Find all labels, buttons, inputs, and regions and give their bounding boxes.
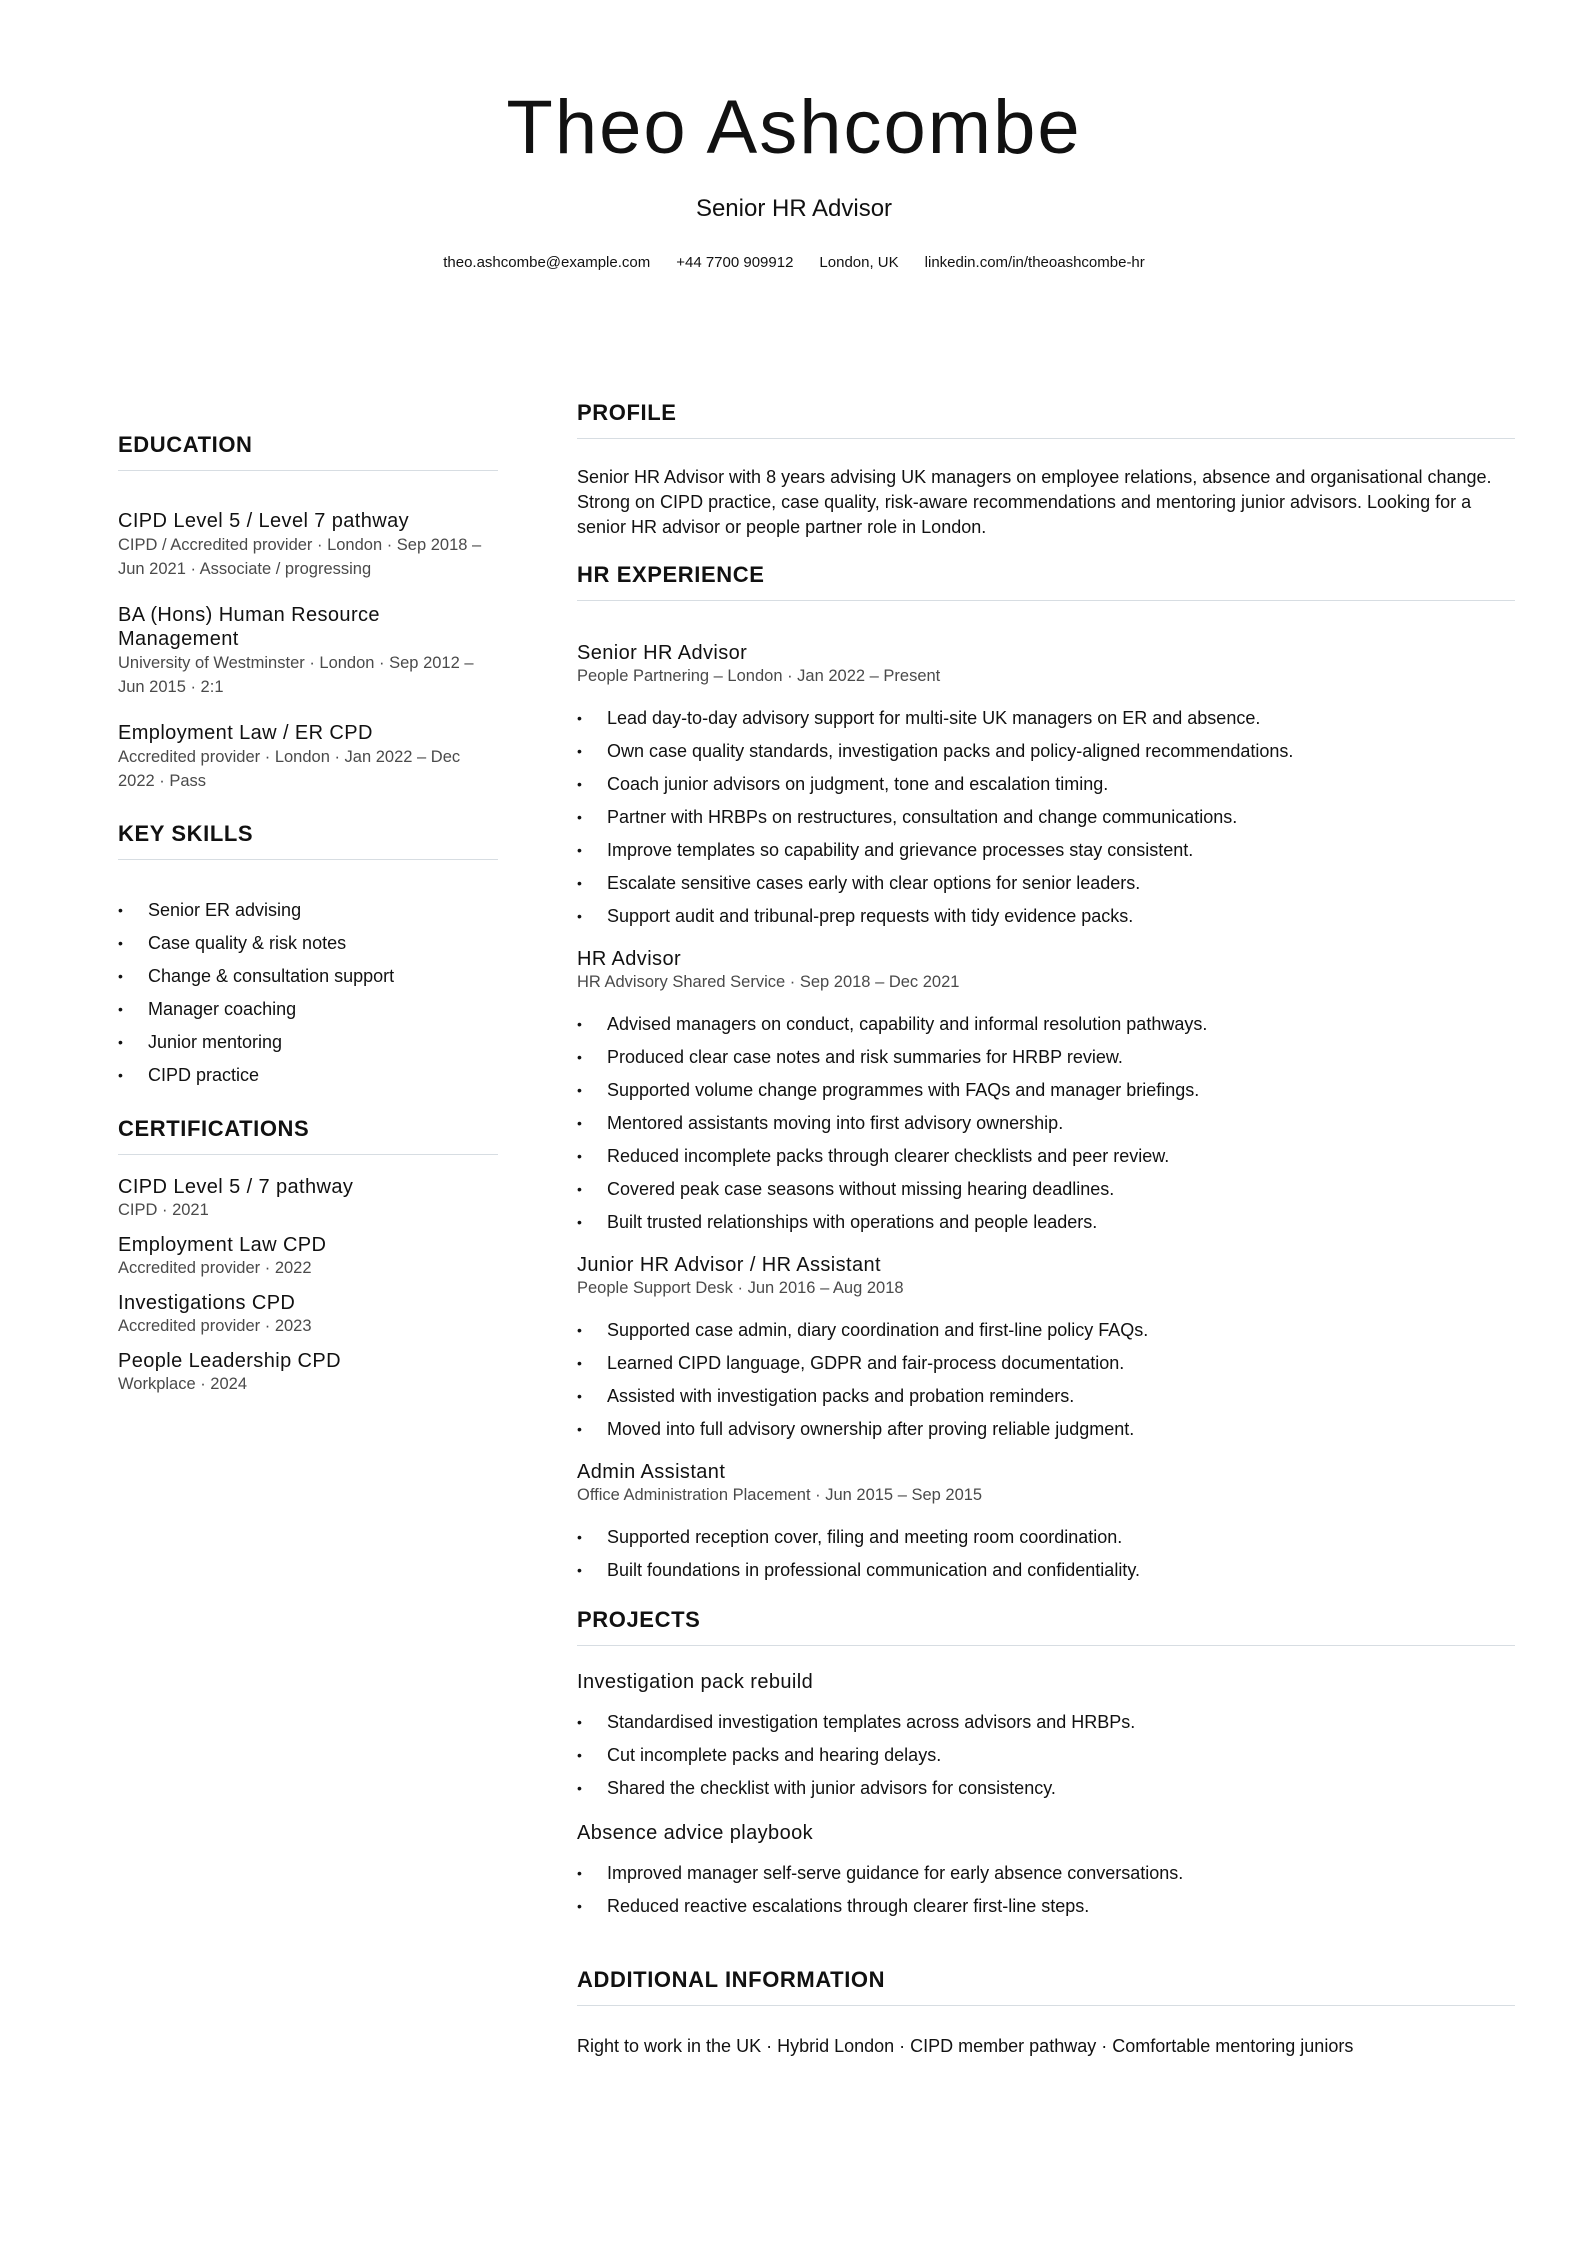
project-bullets bbox=[577, 1857, 1515, 1923]
education-item bbox=[118, 721, 498, 793]
certifications-section bbox=[118, 1118, 498, 1395]
certification-title: CIPD Level 5 / 7 pathway bbox=[118, 1176, 354, 1198]
contact-line bbox=[0, 255, 1588, 270]
right-column bbox=[577, 402, 1515, 2059]
job-bullet: • Assisted with investigation packs and probation reminders. bbox=[577, 1380, 1515, 1413]
skill-item: • Junior mentoring bbox=[118, 1026, 498, 1059]
skill-item: • Manager coaching bbox=[118, 993, 498, 1026]
job-bullet: • Reduced incomplete packs through clearer checklists and peer review. bbox=[577, 1140, 1515, 1173]
skills-section bbox=[118, 823, 498, 1092]
job-meta: Office Administration Placement · Jun 2015 – Sep 2015 bbox=[577, 1486, 983, 1504]
experience-heading: HR EXPERIENCE bbox=[577, 564, 1515, 601]
job-bullet: • Coach junior advisors on judgment, tone and escalation timing. bbox=[577, 768, 1515, 801]
education-item-title: CIPD Level 5 / Level 7 pathway bbox=[118, 510, 410, 532]
job-meta: People Support Desk · Jun 2016 – Aug 2018 bbox=[577, 1279, 904, 1297]
job-bullet: • Improve templates so capability and grievance processes stay consistent. bbox=[577, 834, 1515, 867]
skill-item: • Change & consultation support bbox=[118, 960, 498, 993]
education-item-title: Employment Law / ER CPD bbox=[118, 722, 373, 744]
education-item bbox=[118, 603, 498, 699]
projects-section bbox=[577, 1609, 1515, 1923]
job-bullet: • Supported reception cover, filing and meeting room coordination. bbox=[577, 1521, 1515, 1554]
education-item-details: University of Westminster · London · Sep 2012 – Jun 2015 · 2:1 bbox=[118, 654, 474, 696]
certification-details: CIPD · 2021 bbox=[118, 1201, 209, 1219]
project-title: Absence advice playbook bbox=[577, 1822, 814, 1844]
certification-details: Accredited provider · 2023 bbox=[118, 1317, 312, 1335]
contact-email: theo.ashcombe@example.com bbox=[443, 254, 651, 271]
certification-details: Workplace · 2024 bbox=[118, 1375, 248, 1393]
additional-section bbox=[577, 1969, 1515, 2059]
contact-phone: +44 7700 909912 bbox=[676, 254, 794, 271]
project-entry bbox=[577, 1821, 1515, 1923]
education-item-details: CIPD / Accredited provider · London · Sep 2018 – Jun 2021 · Associate / progressing bbox=[118, 536, 482, 578]
certification-title: People Leadership CPD bbox=[118, 1350, 341, 1372]
skill-item: • Case quality & risk notes bbox=[118, 927, 498, 960]
job-entry bbox=[577, 1253, 1515, 1446]
job-title: Admin Assistant bbox=[577, 1461, 726, 1483]
skills-heading: KEY SKILLS bbox=[118, 823, 498, 860]
job-bullets bbox=[577, 702, 1515, 933]
contact-linkedin: linkedin.com/in/theoashcombe-hr bbox=[924, 254, 1145, 271]
education-section bbox=[118, 434, 498, 793]
job-bullet: • Produced clear case notes and risk summaries for HRBP review. bbox=[577, 1041, 1515, 1074]
project-title: Investigation pack rebuild bbox=[577, 1671, 814, 1693]
job-meta: People Partnering – London · Jan 2022 – Present bbox=[577, 667, 941, 685]
profile-heading: PROFILE bbox=[577, 402, 1515, 439]
job-bullets bbox=[577, 1521, 1515, 1587]
job-entry bbox=[577, 947, 1515, 1239]
project-bullet: • Standardised investigation templates across advisors and HRBPs. bbox=[577, 1706, 1515, 1739]
project-bullets bbox=[577, 1706, 1515, 1805]
profile-section bbox=[577, 402, 1515, 540]
skill-item: • Senior ER advising bbox=[118, 894, 498, 927]
experience-section bbox=[577, 564, 1515, 1587]
education-item bbox=[118, 509, 498, 581]
job-entry bbox=[577, 641, 1515, 933]
candidate-name: Theo Ashcombe bbox=[506, 85, 1082, 170]
education-item-title: BA (Hons) Human Resource Management bbox=[118, 604, 380, 650]
job-bullet: • Built foundations in professional communication and confidentiality. bbox=[577, 1554, 1515, 1587]
job-bullet: • Covered peak case seasons without missing hearing deadlines. bbox=[577, 1173, 1515, 1206]
job-bullet: • Advised managers on conduct, capability and informal resolution pathways. bbox=[577, 1008, 1515, 1041]
job-bullet: • Support audit and tribunal-prep requests with tidy evidence packs. bbox=[577, 900, 1515, 933]
job-bullet: • Mentored assistants moving into first advisory ownership. bbox=[577, 1107, 1515, 1140]
education-heading: EDUCATION bbox=[118, 434, 498, 471]
certification-title: Employment Law CPD bbox=[118, 1234, 327, 1256]
project-bullet: • Shared the checklist with junior advisors for consistency. bbox=[577, 1772, 1515, 1805]
job-title: HR Advisor bbox=[577, 948, 682, 970]
skill-item: • CIPD practice bbox=[118, 1059, 498, 1092]
job-title: Junior HR Advisor / HR Assistant bbox=[577, 1254, 882, 1276]
additional-info: Right to work in the UK · Hybrid London · CIPD member pathway · Comfortable mentoring juniors bbox=[577, 2036, 1354, 2056]
job-entry bbox=[577, 1460, 1515, 1587]
education-item-details: Accredited provider · London · Jan 2022 – Dec 2022 · Pass bbox=[118, 748, 461, 790]
job-bullet: • Own case quality standards, investigation packs and policy-aligned recommendations. bbox=[577, 735, 1515, 768]
job-bullet: • Supported case admin, diary coordination and first-line policy FAQs. bbox=[577, 1314, 1515, 1347]
certifications-heading: CERTIFICATIONS bbox=[118, 1118, 498, 1155]
job-bullets bbox=[577, 1314, 1515, 1446]
skills-list bbox=[118, 894, 498, 1092]
job-title: Senior HR Advisor bbox=[577, 642, 748, 664]
project-bullet: • Improved manager self-serve guidance for early absence conversations. bbox=[577, 1857, 1515, 1890]
job-bullets bbox=[577, 1008, 1515, 1239]
job-bullet: • Partner with HRBPs on restructures, consultation and change communications. bbox=[577, 801, 1515, 834]
project-bullet: • Reduced reactive escalations through clearer first-line steps. bbox=[577, 1890, 1515, 1923]
job-bullet: • Escalate sensitive cases early with clear options for senior leaders. bbox=[577, 867, 1515, 900]
profile-summary: Senior HR Advisor with 8 years advising UK managers on employee relations, absence and organisational change. Strong on CIPD practice, case quality, risk-aware recommendations and mentoring junior advisors. Looking for a senior HR advisor or people partner role in London. bbox=[577, 467, 1492, 537]
certification-item bbox=[118, 1233, 498, 1279]
job-bullet: • Lead day-to-day advisory support for multi-site UK managers on ER and absence. bbox=[577, 702, 1515, 735]
certification-item bbox=[118, 1291, 498, 1337]
contact-location: London, UK bbox=[819, 254, 899, 271]
certification-item bbox=[118, 1175, 498, 1221]
certification-item bbox=[118, 1349, 498, 1395]
job-bullet: • Built trusted relationships with operations and people leaders. bbox=[577, 1206, 1515, 1239]
project-bullet: • Cut incomplete packs and hearing delays. bbox=[577, 1739, 1515, 1772]
certification-title: Investigations CPD bbox=[118, 1292, 296, 1314]
left-column bbox=[118, 434, 498, 1407]
project-entry bbox=[577, 1670, 1515, 1805]
job-meta: HR Advisory Shared Service · Sep 2018 – Dec 2021 bbox=[577, 973, 960, 991]
job-bullet: • Moved into full advisory ownership after proving reliable judgment. bbox=[577, 1413, 1515, 1446]
additional-heading: ADDITIONAL INFORMATION bbox=[577, 1969, 1515, 2006]
candidate-title: Senior HR Advisor bbox=[695, 195, 893, 222]
job-bullet: • Learned CIPD language, GDPR and fair-process documentation. bbox=[577, 1347, 1515, 1380]
job-bullet: • Supported volume change programmes with FAQs and manager briefings. bbox=[577, 1074, 1515, 1107]
projects-heading: PROJECTS bbox=[577, 1609, 1515, 1646]
certification-details: Accredited provider · 2022 bbox=[118, 1259, 312, 1277]
